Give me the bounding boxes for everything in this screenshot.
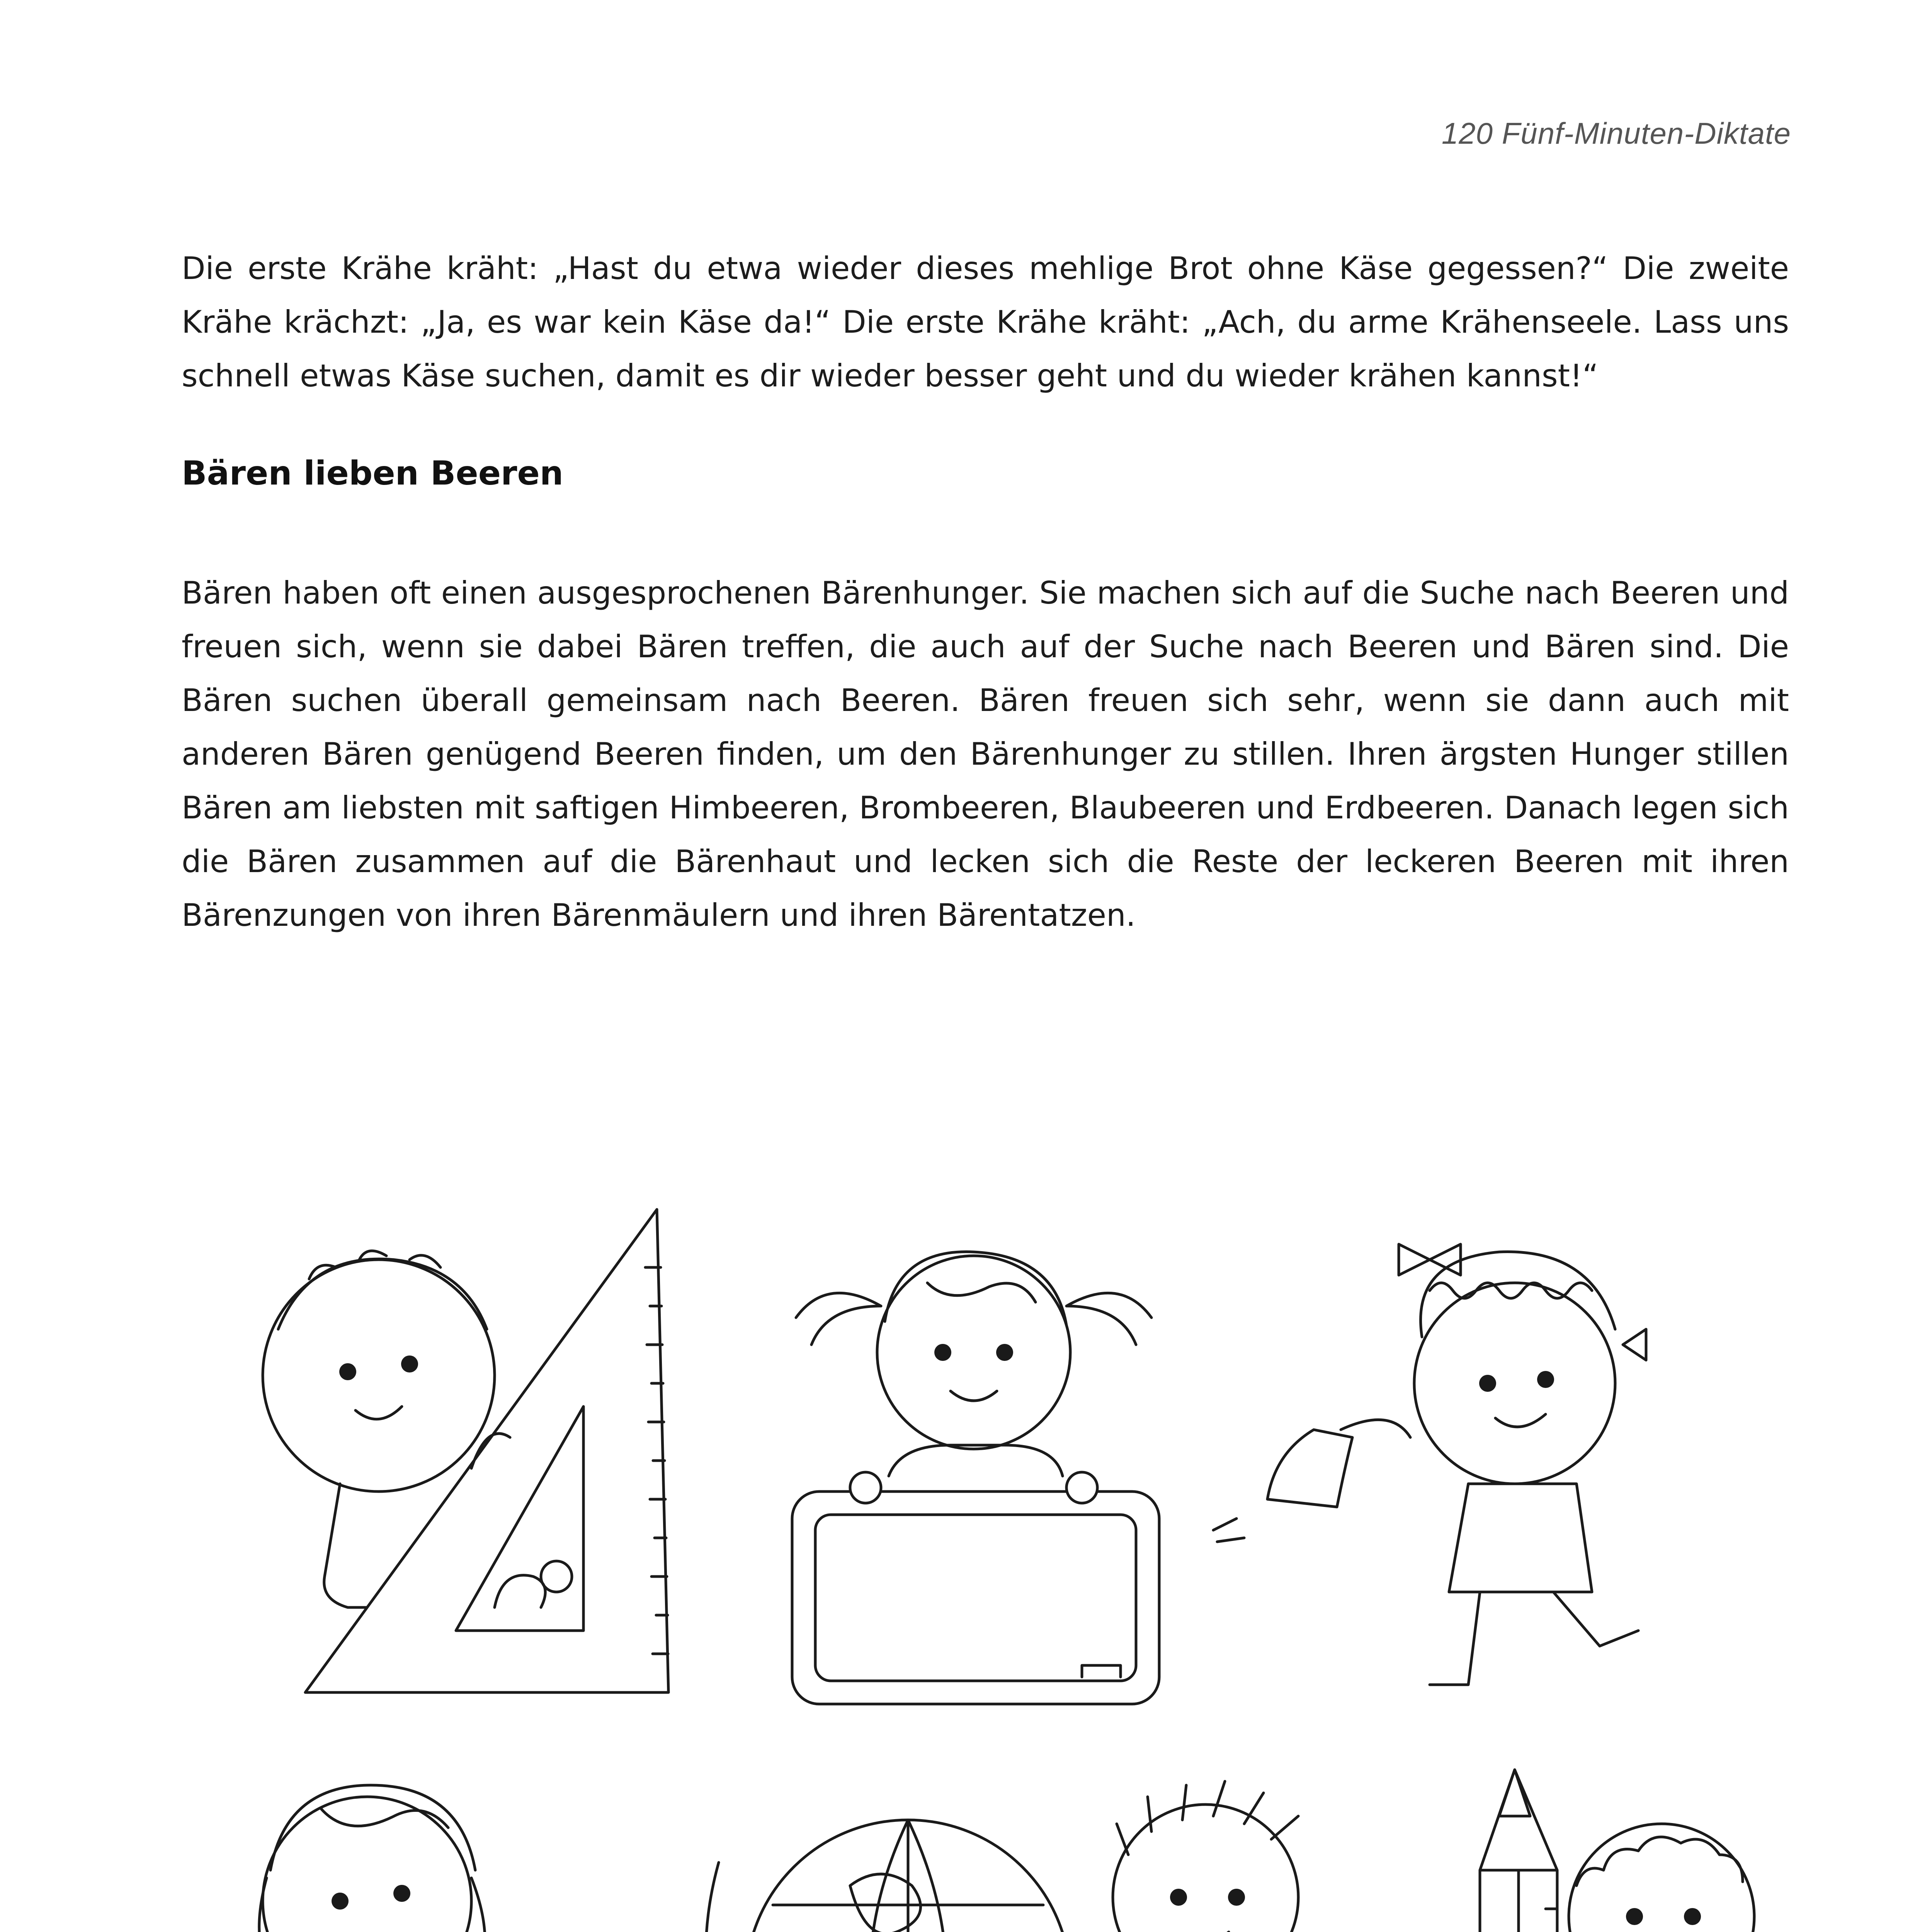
- boy-with-globe-figure: [706, 1781, 1298, 1932]
- girl-with-bell-figure: [1213, 1244, 1646, 1685]
- paragraph-crows: Die erste Krähe kräht: „Hast du etwa wieder dieses mehlige Brot ohne Käse gegessen?“ Die zweite Krähe krächzt: „Ja, es war kein Käse da!“ Die erste Krähe kräht: „Ach, du arme Krähenseele. Lass uns schnell etwas Käse suchen, damit es dir wieder besser geht und du wieder krähen kannst!“: [182, 250, 1789, 394]
- girl-with-book-figure: [259, 1785, 611, 1932]
- children-illustration: [193, 1190, 1777, 1932]
- illustration-svg: [193, 1190, 1777, 1932]
- section-heading: Bären lieben Beeren: [182, 454, 563, 493]
- boy-with-set-square-figure: [263, 1209, 668, 1692]
- girl-with-blackboard-figure: [792, 1252, 1159, 1704]
- running-header: 120 Fünf-Minuten-Diktate: [1441, 116, 1791, 150]
- paragraph-bears: Bären haben oft einen ausgesprochenen Bärenhunger. Sie machen sich auf die Suche nach Beeren und freuen sich, wenn sie dabei Bären treffen, die auch auf der Suche nach Beeren und Bären sind. Die Bären suchen überall gemeinsam nach Beeren. Bären freuen sich sehr, wenn sie dann auch mit anderen Bären genügend Beeren finden, um den Bärenhunger zu stillen. Ihren ärgsten Hunger stillen Bären am liebsten mit saftigen Himbeeren, Brombeeren, Blaubeeren und Erdbeeren. Danach legen sich die Bären zusammen auf die Bärenhaut und lecken sich die Reste der leckeren Beeren mit ihren Bärenzungen von ihren Bärenmäulern und ihren Bärentatzen.: [182, 575, 1789, 933]
- boy-with-pencil-figure: [1480, 1770, 1754, 1932]
